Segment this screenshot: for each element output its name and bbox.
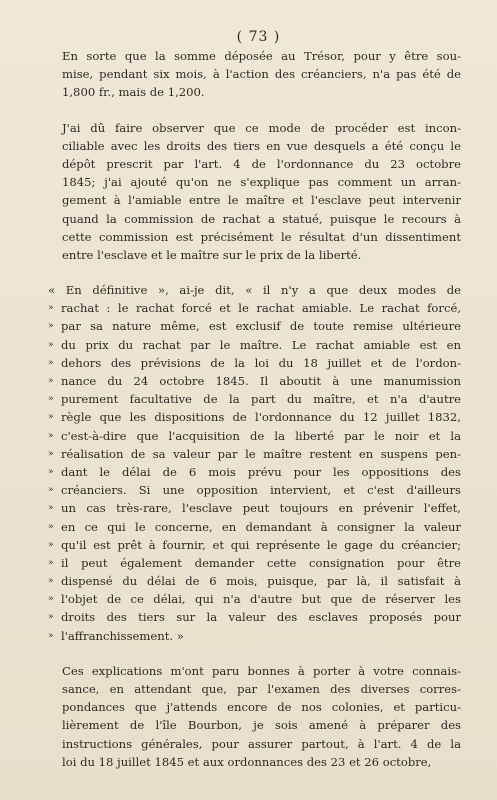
quotation-continuation-mark: » — [48, 612, 54, 623]
text-line-content: purement facultative de la part du maître, et n'a d'autre — [61, 392, 461, 407]
text-line — [48, 372, 461, 390]
text-line — [48, 481, 461, 499]
quotation-continuation-mark: » — [48, 430, 54, 441]
text-line-content: un cas très-rare, l'esclave peut toujours en prévenir l'effet, — [61, 501, 461, 516]
text-line-content: dehors des prévisions de la loi du 18 juillet et de l'ordon- — [61, 355, 461, 370]
text-line: Ces explications m'ont paru bonnes à porter à votre connais- — [62, 663, 461, 678]
paragraph-gap — [48, 264, 461, 281]
text-line — [48, 627, 461, 645]
text-line-content: qu'il est prêt à fournir, et qui représente le gage du créancier; — [61, 537, 461, 552]
text-line-content: nance du 24 octobre 1845. Il aboutit à une manumission — [61, 374, 461, 388]
quotation-continuation-mark: » — [48, 412, 54, 423]
paragraph-1 — [48, 47, 461, 102]
text-line — [48, 336, 461, 354]
text-line-content: règle que les dispositions de l'ordonnance du 12 juillet 1832, — [61, 410, 461, 425]
text-line — [48, 463, 461, 481]
paragraph-gap — [48, 102, 461, 119]
quotation-continuation-mark: » — [48, 521, 54, 532]
quotation-continuation-mark: » — [48, 448, 54, 459]
text-line — [48, 354, 461, 372]
text-line: loi du 18 juillet 1845 et aux ordonnances des 23 et 26 octobre, — [62, 754, 432, 769]
quotation-continuation-mark: » — [48, 303, 54, 314]
text-line — [48, 499, 461, 517]
text-line-content: droits des tiers sur la valeur des esclaves proposés pour — [61, 610, 461, 625]
paragraph-2 — [48, 119, 461, 265]
text-line: cette commission est précisément le résultat d'un dissentiment — [62, 229, 461, 244]
text-line — [48, 608, 461, 626]
quotation-continuation-mark: » — [48, 339, 54, 350]
text-line-content: c'est-à-dire que l'acquisition de la liberté par le noir et la — [61, 428, 461, 443]
quotation-continuation-mark: » — [48, 485, 54, 496]
quotation-continuation-mark: » — [48, 466, 54, 477]
quotation-continuation-mark: » — [48, 394, 54, 405]
text-line: dépôt prescrit par l'art. 4 de l'ordonnance du 23 octobre — [62, 156, 461, 171]
text-line — [48, 590, 461, 608]
quotation-continuation-mark: » — [48, 503, 54, 514]
text-line-content: rachat : le rachat forcé et le rachat amiable. Le rachat forcé, — [61, 301, 461, 316]
text-line-content: par sa nature même, est exclusif de toute remise ultérieure — [61, 319, 461, 334]
text-line: lièrement de l'île Bourbon, je sois amené à préparer des — [62, 718, 461, 733]
quotation-continuation-mark: » — [48, 576, 54, 587]
text-line: En sorte que la somme déposée au Trésor, pour y être sou- — [62, 49, 461, 63]
page-number: ( 73 ) — [236, 29, 281, 45]
text-line: gement à l'amiable entre le maître et l'esclave peut intervenir — [62, 193, 461, 208]
text-line: ciliable avec les droits des tiers en vue desquels a été conçu le — [62, 138, 461, 153]
text-line: sance, en attendant que, par l'examen des diverses corres- — [62, 682, 461, 696]
text-line-content: l'objet de ce délai, qui n'a d'autre but que de réserver les — [61, 592, 461, 607]
text-line: J'ai dû faire observer que ce mode de procéder est incon- — [62, 120, 461, 135]
text-line — [48, 572, 461, 590]
text-line-content: dant le délai de 6 mois prévu pour les oppositions des — [61, 464, 461, 479]
text-line — [48, 445, 461, 463]
quotation-continuation-mark: » — [48, 557, 54, 568]
text-line — [48, 536, 461, 554]
text-line: instructions générales, pour assurer partout, à l'art. 4 de la — [62, 736, 461, 751]
text-line — [48, 408, 461, 426]
text-line — [48, 390, 461, 408]
quotation-continuation-mark: » — [48, 630, 54, 641]
text-line: « En définitive », ai-je dit, « il n'y a que deux modes de — [48, 283, 461, 298]
quotation-continuation-mark: » — [48, 357, 54, 368]
text-line: entre l'esclave et le maître sur le prix de la liberté. — [62, 247, 362, 262]
paragraph-gap — [48, 645, 461, 662]
quotation-continuation-mark: » — [48, 321, 54, 332]
text-line: pondances que j'attends encore de nos colonies, et particu- — [62, 700, 461, 715]
text-line-content: l'affranchissement. » — [61, 628, 184, 643]
text-line — [48, 554, 461, 572]
text-line — [48, 518, 461, 536]
quotation-continuation-mark: » — [48, 376, 54, 386]
paragraph-4 — [48, 662, 461, 771]
paragraph-3-quotation — [48, 281, 461, 645]
text-line-content: dispensé du délai de 6 mois, puisque, par là, il satisfait à — [61, 574, 461, 589]
text-line: quand la commission de rachat a statué, puisque le recours à — [62, 211, 461, 226]
text-line-content: du prix du rachat par le maître. Le rachat amiable est en — [61, 337, 461, 352]
text-line: mise, pendant six mois, à l'action des créanciers, n'a pas été de — [62, 67, 461, 82]
text-line — [48, 299, 461, 317]
quotation-continuation-mark: » — [48, 594, 54, 605]
text-line: 1,800 fr., mais de 1,200. — [62, 85, 205, 100]
text-line-content: en ce qui le concerne, en demandant à consigner la valeur — [61, 519, 461, 534]
text-line-content: réalisation de sa valeur par le maître restent en suspens pen- — [61, 446, 461, 461]
text-line: 1845; j'ai ajouté qu'on ne s'explique pas comment un arran- — [62, 175, 461, 190]
text-line — [48, 317, 461, 335]
text-line — [48, 427, 461, 445]
quotation-continuation-mark: » — [48, 539, 54, 550]
text-line-content: il peut également demander cette consignation pour être — [61, 555, 461, 570]
text-line-content: créanciers. Si une opposition intervient, et c'est d'ailleurs — [61, 483, 461, 498]
